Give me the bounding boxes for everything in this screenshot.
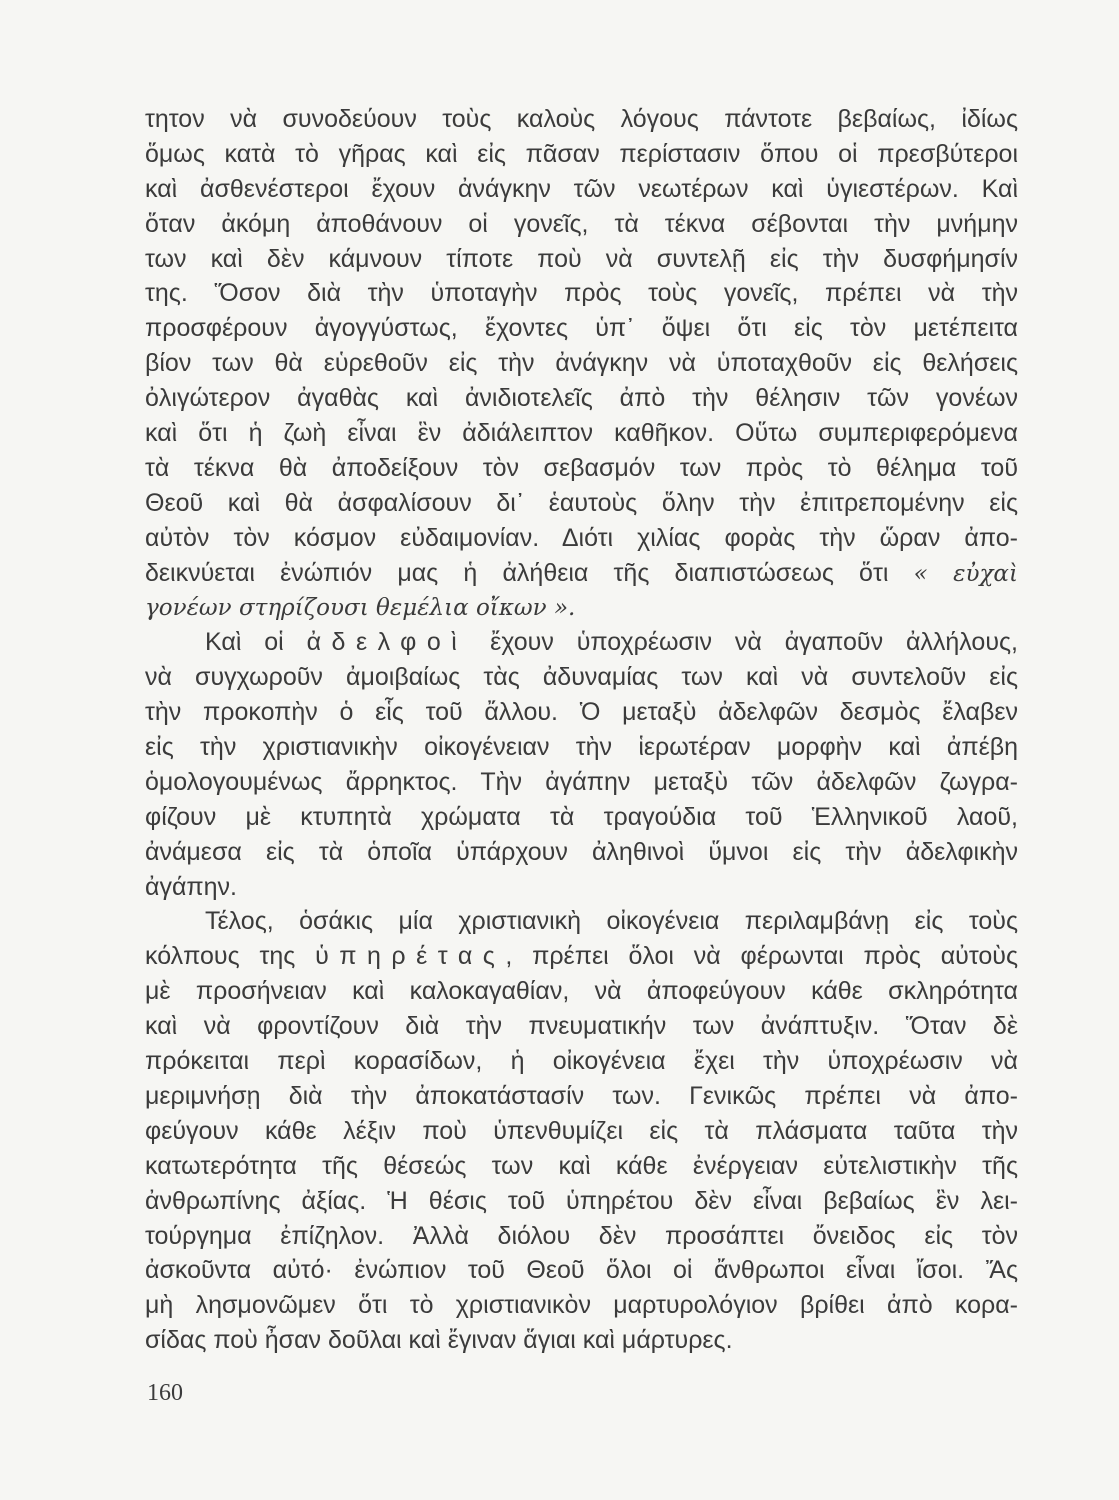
text-line	[145, 346, 1018, 381]
page-number: 160	[147, 1380, 183, 1406]
text-line	[145, 1149, 1018, 1184]
text-run: ὁμολογουμένως ἄρρηκτος. Τὴν ἀγάπην μεταξὺ τῶν ἀδελφῶν ζωγρα-	[145, 767, 1018, 796]
text-run: βίον των θὰ εὑρεθοῦν εἰς τὴν ἀνάγκην νὰ ὑποταχθοῦν εἰς θελήσεις	[145, 349, 1018, 378]
text-line	[145, 137, 1018, 172]
text-run: ἔχουν ὑποχρέωσιν νὰ ἀγαποῦν ἀλλήλους,	[467, 628, 1018, 657]
text-line	[145, 974, 1018, 1009]
text-line	[145, 556, 1018, 591]
text-line	[145, 276, 1018, 311]
paragraph	[145, 904, 1018, 1358]
paragraph	[145, 102, 1018, 625]
text-line	[145, 207, 1018, 242]
text-run: Θεοῦ καὶ θὰ ἀσφαλίσουν δι᾿ ἑαυτοὺς ὅλην τὴν ἐπιτρεπομένην εἰς	[145, 488, 1018, 517]
emphasized-spaced-word: ὑπηρέτας	[315, 942, 506, 971]
text-run: φίζουν μὲ κτυπητὰ χρώματα τὰ τραγούδια τοῦ Ἑλληνικοῦ λαοῦ,	[145, 802, 1018, 831]
text-run: της. Ὅσον διὰ τὴν ὑποταγὴν πρὸς τοὺς γονεῖς, πρέπει νὰ τὴν	[145, 279, 1018, 308]
text-run: κόλπους της	[145, 942, 316, 971]
text-run: νὰ συγχωροῦν ἀμοιβαίως τὰς ἀδυναμίας των καὶ νὰ συντελοῦν εἰς	[145, 663, 1018, 692]
text-line	[145, 521, 1018, 556]
text-line	[145, 765, 1018, 800]
text-run: Τέλος, ὁσάκις μία χριστιανικὴ οἰκογένεια περιλαμβάνῃ εἰς τοὺς	[205, 907, 1018, 936]
text-line	[145, 102, 1018, 137]
text-line	[145, 904, 1018, 939]
text-run: ὅμως κατὰ τὸ γῆρας καὶ εἰς πᾶσαν περίστασιν ὅπου οἱ πρεσβύτεροι	[145, 139, 1018, 168]
text-line	[145, 730, 1018, 765]
text-line	[145, 381, 1018, 416]
text-line	[145, 939, 1018, 974]
text-line	[145, 1323, 1018, 1358]
book-page-text	[145, 102, 1018, 1358]
text-line	[145, 1009, 1018, 1044]
text-run: των καὶ δὲν κάμνουν τίποτε ποὺ νὰ συντελῇ εἰς τὴν δυσφήμησίν	[145, 244, 1018, 273]
text-run: Καὶ οἱ	[205, 628, 307, 657]
text-run: αὐτὸν τὸν κόσμον εὐδαιμονίαν. Διότι χιλίας φορὰς τὴν ὥραν ἀπο-	[145, 523, 1018, 552]
text-line	[145, 660, 1018, 695]
text-run: προσφέρουν ἀγογγύστως, ἔχοντες ὑπ᾿ ὄψει ὅτι εἰς τὸν μετέπειτα	[145, 314, 1018, 343]
text-line	[145, 1114, 1018, 1149]
text-run: φεύγουν κάθε λέξιν ποὺ ὑπενθυμίζει εἰς τὰ πλάσματα ταῦτα τὴν	[145, 1116, 1018, 1145]
text-line	[145, 695, 1018, 730]
text-run: καὶ ἀσθενέστεροι ἔχουν ἀνάγκην τῶν νεωτέρων καὶ ὑγιεστέρων. Καὶ	[145, 174, 1018, 203]
text-run: κατωτερότητα τῆς θέσεώς των καὶ κάθε ἐνέργειαν εὐτελιστικὴν τῆς	[145, 1151, 1018, 1180]
text-run: τούργημα ἐπίζηλον. Ἀλλὰ διόλου δὲν προσάπτει ὄνειδος εἰς τὸν	[145, 1221, 1018, 1250]
text-line	[145, 1219, 1018, 1254]
text-run: μὲ προσήνειαν καὶ καλοκαγαθίαν, νὰ ἀποφεύγουν κάθε σκληρότητα	[145, 977, 1018, 1006]
text-line	[145, 486, 1018, 521]
text-line	[145, 835, 1018, 870]
text-run: δεικνύεται ἐνώπιόν μας ἡ ἀλήθεια τῆς διαπιστώσεως ὅτι	[145, 558, 914, 587]
text-line	[145, 1184, 1018, 1219]
text-line	[145, 1253, 1018, 1288]
text-line	[145, 416, 1018, 451]
text-run: καὶ ὅτι ἡ ζωὴ εἶναι ἓν ἀδιάλειπτον καθῆκον. Οὕτω συμπεριφερόμενα	[145, 419, 1018, 448]
italic-quotation: « εὐχαὶ	[913, 560, 1018, 587]
text-line	[145, 172, 1018, 207]
text-run: ἀγάπην.	[145, 872, 238, 901]
text-run: σίδας ποὺ ἦσαν δοῦλαι καὶ ἔγιναν ἅγιαι καὶ μάρτυρες.	[145, 1326, 733, 1355]
text-run: μεριμνήσῃ διὰ τὴν ἀποκατάστασίν των. Γενικῶς πρέπει νὰ ἀπο-	[145, 1081, 1018, 1110]
text-run: τητον νὰ συνοδεύουν τοὺς καλοὺς λόγους πάντοτε βεβαίως, ἰδίως	[145, 105, 1018, 133]
text-run: καὶ νὰ φροντίζουν διὰ τὴν πνευματικήν των ἀνάπτυξιν. Ὅταν δὲ	[145, 1012, 1018, 1041]
text-run: εἰς τὴν χριστιανικὴν οἰκογένειαν τὴν ἱερωτέραν μορφὴν καὶ ἀπέβη	[145, 733, 1018, 762]
text-line	[145, 800, 1018, 835]
text-run: , πρέπει ὅλοι νὰ φέρωνται πρὸς αὐτοὺς	[505, 942, 1018, 971]
text-run: ἀσκοῦντα αὐτό· ἐνώπιον τοῦ Θεοῦ ὅλοι οἱ ἄνθρωποι εἶναι ἴσοι. Ἄς	[145, 1256, 1018, 1285]
text-run: τὰ τέκνα θὰ ἀποδείξουν τὸν σεβασμόν των πρὸς τὸ θέλημα τοῦ	[145, 453, 1018, 482]
italic-quotation: γονέων στηρίζουσι θεμέλια οἴκων ».	[145, 595, 576, 622]
text-line	[145, 311, 1018, 346]
text-run: πρόκειται περὶ κορασίδων, ἡ οἰκογένεια ἔχει τὴν ὑποχρέωσιν νὰ	[145, 1047, 1018, 1076]
paragraph	[145, 625, 1018, 904]
emphasized-spaced-word: ἀδελφοὶ	[306, 628, 468, 657]
text-run: μὴ λησμονῶμεν ὅτι τὸ χριστιανικὸν μαρτυρολόγιον βρίθει ἀπὸ κορα-	[145, 1291, 1018, 1320]
text-run: ὅταν ἀκόμη ἀποθάνουν οἱ γονεῖς, τὰ τέκνα σέβονται τὴν μνήμην	[145, 209, 1018, 238]
text-run: ὀλιγώτερον ἀγαθὰς καὶ ἀνιδιοτελεῖς ἀπὸ τὴν θέλησιν τῶν γονέων	[145, 384, 1018, 413]
text-line	[145, 1079, 1018, 1114]
text-run: τὴν προκοπὴν ὁ εἷς τοῦ ἄλλου. Ὁ μεταξὺ ἀδελφῶν δεσμὸς ἔλαβεν	[145, 698, 1018, 727]
text-line	[145, 870, 1018, 905]
text-run: ἀνθρωπίνης ἀξίας. Ἡ θέσις τοῦ ὑπηρέτου δὲν εἶναι βεβαίως ἓν λει-	[145, 1186, 1018, 1215]
text-run: ἀνάμεσα εἰς τὰ ὁποῖα ὑπάρχουν ἀληθινοὶ ὕμνοι εἰς τὴν ἀδελφικὴν	[145, 837, 1018, 866]
text-line	[145, 242, 1018, 277]
text-line	[145, 1288, 1018, 1323]
text-line	[145, 1044, 1018, 1079]
text-line	[145, 590, 1018, 625]
text-line	[145, 451, 1018, 486]
text-line	[145, 625, 1018, 660]
